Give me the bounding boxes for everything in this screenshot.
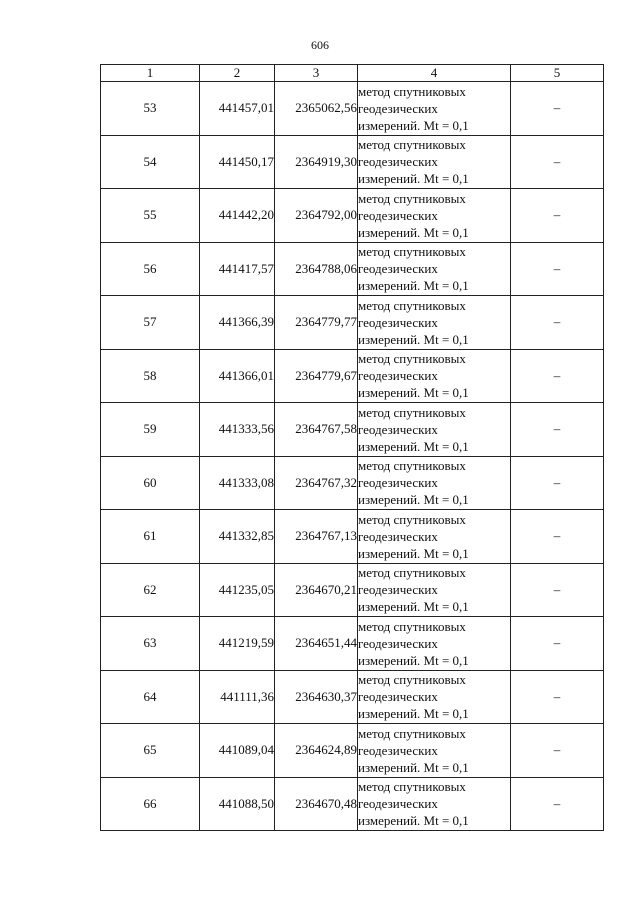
method-line: измерений. Mt = 0,1: [358, 545, 469, 561]
method-line: геодезических: [358, 314, 438, 330]
method-line: измерений. Mt = 0,1: [358, 171, 469, 187]
y-coordinate-cell: 2364767,58: [275, 403, 358, 457]
method-line: геодезических: [358, 475, 438, 491]
note-cell: –: [511, 510, 604, 564]
table-row: [101, 510, 604, 564]
point-number-cell: 57: [101, 296, 200, 350]
x-coordinate-cell: 441219,59: [200, 617, 275, 671]
table-row: [101, 189, 604, 243]
method-cell: [358, 617, 511, 671]
y-coordinate-cell: 2364651,44: [275, 617, 358, 671]
header-col-1: 1: [101, 65, 200, 82]
note-cell: –: [511, 403, 604, 457]
method-line: метод спутниковых: [358, 244, 466, 260]
header-col-3: 3: [275, 65, 358, 82]
y-coordinate-cell: 2364779,67: [275, 349, 358, 403]
x-coordinate-cell: 441333,56: [200, 403, 275, 457]
y-coordinate-cell: 2364767,13: [275, 510, 358, 564]
table-body: [101, 82, 604, 831]
method-cell: [358, 296, 511, 350]
method-line: метод спутниковых: [358, 351, 466, 367]
method-line: геодезических: [358, 689, 438, 705]
method-line: метод спутниковых: [358, 725, 466, 741]
point-number-cell: 61: [101, 510, 200, 564]
method-line: измерений. Mt = 0,1: [358, 224, 469, 240]
y-coordinate-cell: 2364630,37: [275, 670, 358, 724]
x-coordinate-cell: 441088,50: [200, 777, 275, 831]
method-line: геодезических: [358, 207, 438, 223]
header-col-2: 2: [200, 65, 275, 82]
table-row: [101, 82, 604, 136]
x-coordinate-cell: 441457,01: [200, 82, 275, 136]
table-row: [101, 296, 604, 350]
note-cell: –: [511, 135, 604, 189]
table-row: [101, 670, 604, 724]
y-coordinate-cell: 2364624,89: [275, 724, 358, 778]
method-line: метод спутниковых: [358, 565, 466, 581]
method-line: метод спутниковых: [358, 137, 466, 153]
method-cell: [358, 135, 511, 189]
note-cell: –: [511, 563, 604, 617]
coordinates-table: [100, 64, 604, 831]
method-cell: [358, 510, 511, 564]
x-coordinate-cell: 441235,05: [200, 563, 275, 617]
method-line: измерений. Mt = 0,1: [358, 117, 469, 133]
y-coordinate-cell: 2364670,48: [275, 777, 358, 831]
point-number-cell: 60: [101, 456, 200, 510]
method-cell: [358, 777, 511, 831]
method-line: измерений. Mt = 0,1: [358, 492, 469, 508]
method-line: измерений. Mt = 0,1: [358, 599, 469, 615]
method-cell: [358, 82, 511, 136]
method-line: измерений. Mt = 0,1: [358, 706, 469, 722]
method-line: геодезических: [358, 154, 438, 170]
header-col-4: 4: [358, 65, 511, 82]
method-line: геодезических: [358, 368, 438, 384]
method-line: геодезических: [358, 100, 438, 116]
table-row: [101, 242, 604, 296]
method-line: измерений. Mt = 0,1: [358, 759, 469, 775]
note-cell: –: [511, 670, 604, 724]
x-coordinate-cell: 441111,36: [200, 670, 275, 724]
method-cell: [358, 242, 511, 296]
method-line: геодезических: [358, 635, 438, 651]
x-coordinate-cell: 441442,20: [200, 189, 275, 243]
y-coordinate-cell: 2364670,21: [275, 563, 358, 617]
note-cell: –: [511, 724, 604, 778]
point-number-cell: 65: [101, 724, 200, 778]
x-coordinate-cell: 441366,39: [200, 296, 275, 350]
y-coordinate-cell: 2365062,56: [275, 82, 358, 136]
point-number-cell: 62: [101, 563, 200, 617]
method-line: геодезических: [358, 261, 438, 277]
note-cell: –: [511, 82, 604, 136]
table-row: [101, 777, 604, 831]
method-line: метод спутниковых: [358, 404, 466, 420]
point-number-cell: 66: [101, 777, 200, 831]
method-line: измерений. Mt = 0,1: [358, 438, 469, 454]
method-cell: [358, 724, 511, 778]
table-header-row: [101, 65, 604, 82]
x-coordinate-cell: 441332,85: [200, 510, 275, 564]
method-line: метод спутниковых: [358, 511, 466, 527]
point-number-cell: 56: [101, 242, 200, 296]
method-line: измерений. Mt = 0,1: [358, 278, 469, 294]
note-cell: –: [511, 189, 604, 243]
method-line: измерений. Mt = 0,1: [358, 813, 469, 829]
method-line: геодезических: [358, 796, 438, 812]
method-line: измерений. Mt = 0,1: [358, 652, 469, 668]
y-coordinate-cell: 2364788,06: [275, 242, 358, 296]
header-col-5: 5: [511, 65, 604, 82]
x-coordinate-cell: 441366,01: [200, 349, 275, 403]
note-cell: –: [511, 617, 604, 671]
method-cell: [358, 563, 511, 617]
page-number: 606: [311, 38, 329, 52]
table-row: [101, 617, 604, 671]
x-coordinate-cell: 441089,04: [200, 724, 275, 778]
x-coordinate-cell: 441417,57: [200, 242, 275, 296]
x-coordinate-cell: 441333,08: [200, 456, 275, 510]
method-line: метод спутниковых: [358, 672, 466, 688]
method-line: метод спутниковых: [358, 458, 466, 474]
note-cell: –: [511, 349, 604, 403]
x-coordinate-cell: 441450,17: [200, 135, 275, 189]
point-number-cell: 59: [101, 403, 200, 457]
point-number-cell: 58: [101, 349, 200, 403]
method-cell: [358, 403, 511, 457]
method-line: метод спутниковых: [358, 190, 466, 206]
point-number-cell: 63: [101, 617, 200, 671]
method-line: измерений. Mt = 0,1: [358, 331, 469, 347]
method-cell: [358, 189, 511, 243]
point-number-cell: 64: [101, 670, 200, 724]
point-number-cell: 55: [101, 189, 200, 243]
method-line: измерений. Mt = 0,1: [358, 385, 469, 401]
method-cell: [358, 349, 511, 403]
y-coordinate-cell: 2364919,30: [275, 135, 358, 189]
y-coordinate-cell: 2364767,32: [275, 456, 358, 510]
method-line: геодезических: [358, 421, 438, 437]
method-line: геодезических: [358, 742, 438, 758]
method-line: метод спутниковых: [358, 618, 466, 634]
method-line: метод спутниковых: [358, 83, 466, 99]
method-line: геодезических: [358, 582, 438, 598]
note-cell: –: [511, 777, 604, 831]
method-line: метод спутниковых: [358, 779, 466, 795]
method-cell: [358, 456, 511, 510]
table-row: [101, 135, 604, 189]
method-cell: [358, 670, 511, 724]
table-row: [101, 349, 604, 403]
point-number-cell: 53: [101, 82, 200, 136]
y-coordinate-cell: 2364779,77: [275, 296, 358, 350]
table-row: [101, 456, 604, 510]
point-number-cell: 54: [101, 135, 200, 189]
table-row: [101, 563, 604, 617]
note-cell: –: [511, 242, 604, 296]
method-line: метод спутниковых: [358, 297, 466, 313]
table-row: [101, 724, 604, 778]
y-coordinate-cell: 2364792,00: [275, 189, 358, 243]
note-cell: –: [511, 296, 604, 350]
note-cell: –: [511, 456, 604, 510]
method-line: геодезических: [358, 528, 438, 544]
table-row: [101, 403, 604, 457]
